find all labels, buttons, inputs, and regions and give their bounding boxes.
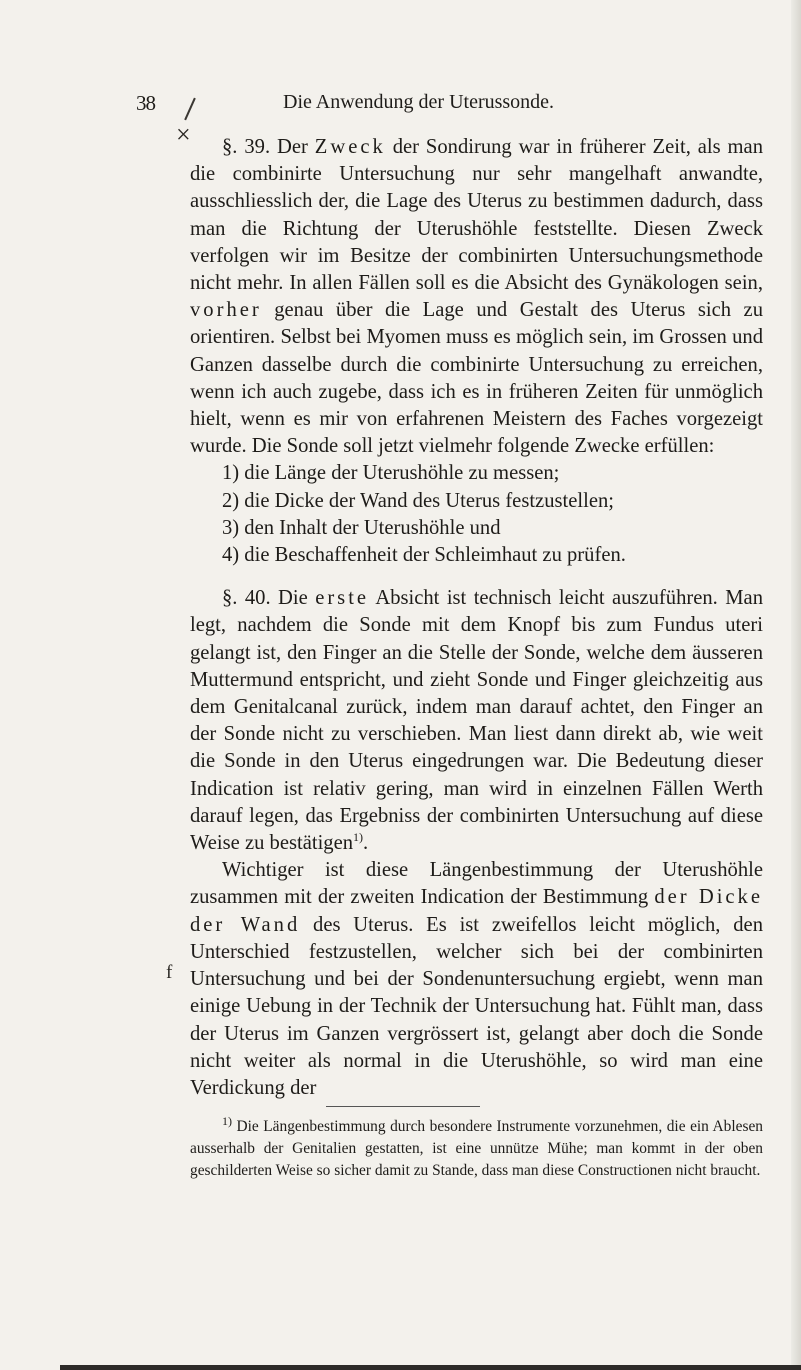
page-edge [791,0,801,1370]
paragraph-section-39: §. 39. Der Zweck der Sondirung war in früherer Zeit, als man die combinirte Untersuchung nur sehr mangelhaft anwandte, ausschliesslich der, die Lage des Uterus zu bestimmen dadurch, dass man die Richtung der Uterushöhle feststellte. Diesen Zweck verfolgen wir im Besitze der combinirten Untersuchungsmethode nicht mehr. In allen Fällen soll es die Absicht des Gynäkologen sein, vorher genau über die Lage und Gestalt des Uterus sich zu orientiren. Selbst bei Myomen muss es möglich sein, im Grossen und Ganzen dasselbe durch die combinirte Untersuchung zu erreichen, wenn ich auch zugebe, dass ich es in früheren Zeiten für unmöglich hielt, wenn es mir von erfahrenen Meistern des Faches vorgezeigt wurde. Die Sonde soll jetzt vielmehr folgende Zwecke erfüllen: [190,136,763,458]
list-item-2: 2) die Dicke der Wand des Uterus festzustellen; [222,489,614,512]
paragraph-wichtiger: Wichtiger ist diese Längenbestimmung der Uterushöhle zusammen mit der zweiten Indication der Bestimmung der Dicke der Wand des Uterus. Es ist zweifellos leicht möglich, den Unterschied festzustellen, welcher sich bei der combinirten Untersuchung und bei der Sondenuntersuchung ergiebt, wenn man einige Uebung in der Technik der Untersuchung hat. Fühlt man, dass der Uterus im Ganzen vergrössert ist, gelangt aber doch die Sonde nicht weiter als normal in die Uterushöhle, so wird man eine Verdickung der [190,859,763,1099]
running-title: Die Anwendung der Uterussonde. [283,91,555,113]
emphasis-zweck: Zweck [314,136,386,158]
emphasis-dicke-der-wand: der Dicke der Wand [190,886,763,936]
margin-annotation-mark-2: f [166,962,173,983]
footnotes [190,1113,763,1182]
list-item-3: 3) den Inhalt der Uterushöhle und [222,516,501,539]
list-item-1: 1) die Länge der Uterushöhle zu messen; [222,462,560,485]
page-number: 38 [136,91,155,115]
footnote-1: $^{1)}$ Die Längenbestimmung durch besondere Instrumente vorzunehmen, die ein Ablesen ausserhalb der Genitalien gestatten, ist eine unnütze Mühe; man kommt in der oben geschilderten Weise so sicher damit zu Stande, dass man diese Constructionen nicht braucht. [190,1113,763,1179]
footnote-divider [326,1106,480,1107]
page-header [0,91,801,119]
margin-annotation-mark: × [176,120,191,149]
main-text [190,134,763,1102]
footnote-marker: 1) [222,1113,232,1128]
footnote-reference: 1) [353,830,364,845]
emphasis-erste: erste [315,587,370,610]
paragraph-section-40: §. 40. Die erste Absicht ist technisch leicht auszuführen. Man legt, nachdem die Sonde mit dem Knopf bis zum Fundus uteri gelangt ist, den Finger an die Stelle der Sonde, welche dem äusseren Muttermund entspricht, und zieht Sonde und Finger gleichzeitig aus dem Genitalcanal zurück, indem man darauf achtet, den Finger an der Sonde nicht zu verschieben. Man liest dann direkt ab, wie weit die Sonde in den Uterus eingedrungen war. Die Bedeutung dieser Indication ist relativ gering, man wird in einzelnen Fällen Werth darauf legen, das Ergebniss der combinirten Untersuchung auf diese Weise zu bestätigen$^{1)}$. [190,587,763,855]
scan-bottom-edge [60,1365,801,1370]
emphasis-vorher: vorher [190,299,262,322]
list-item-4: 4) die Beschaffenheit der Schleimhaut zu prüfen. [222,544,626,567]
